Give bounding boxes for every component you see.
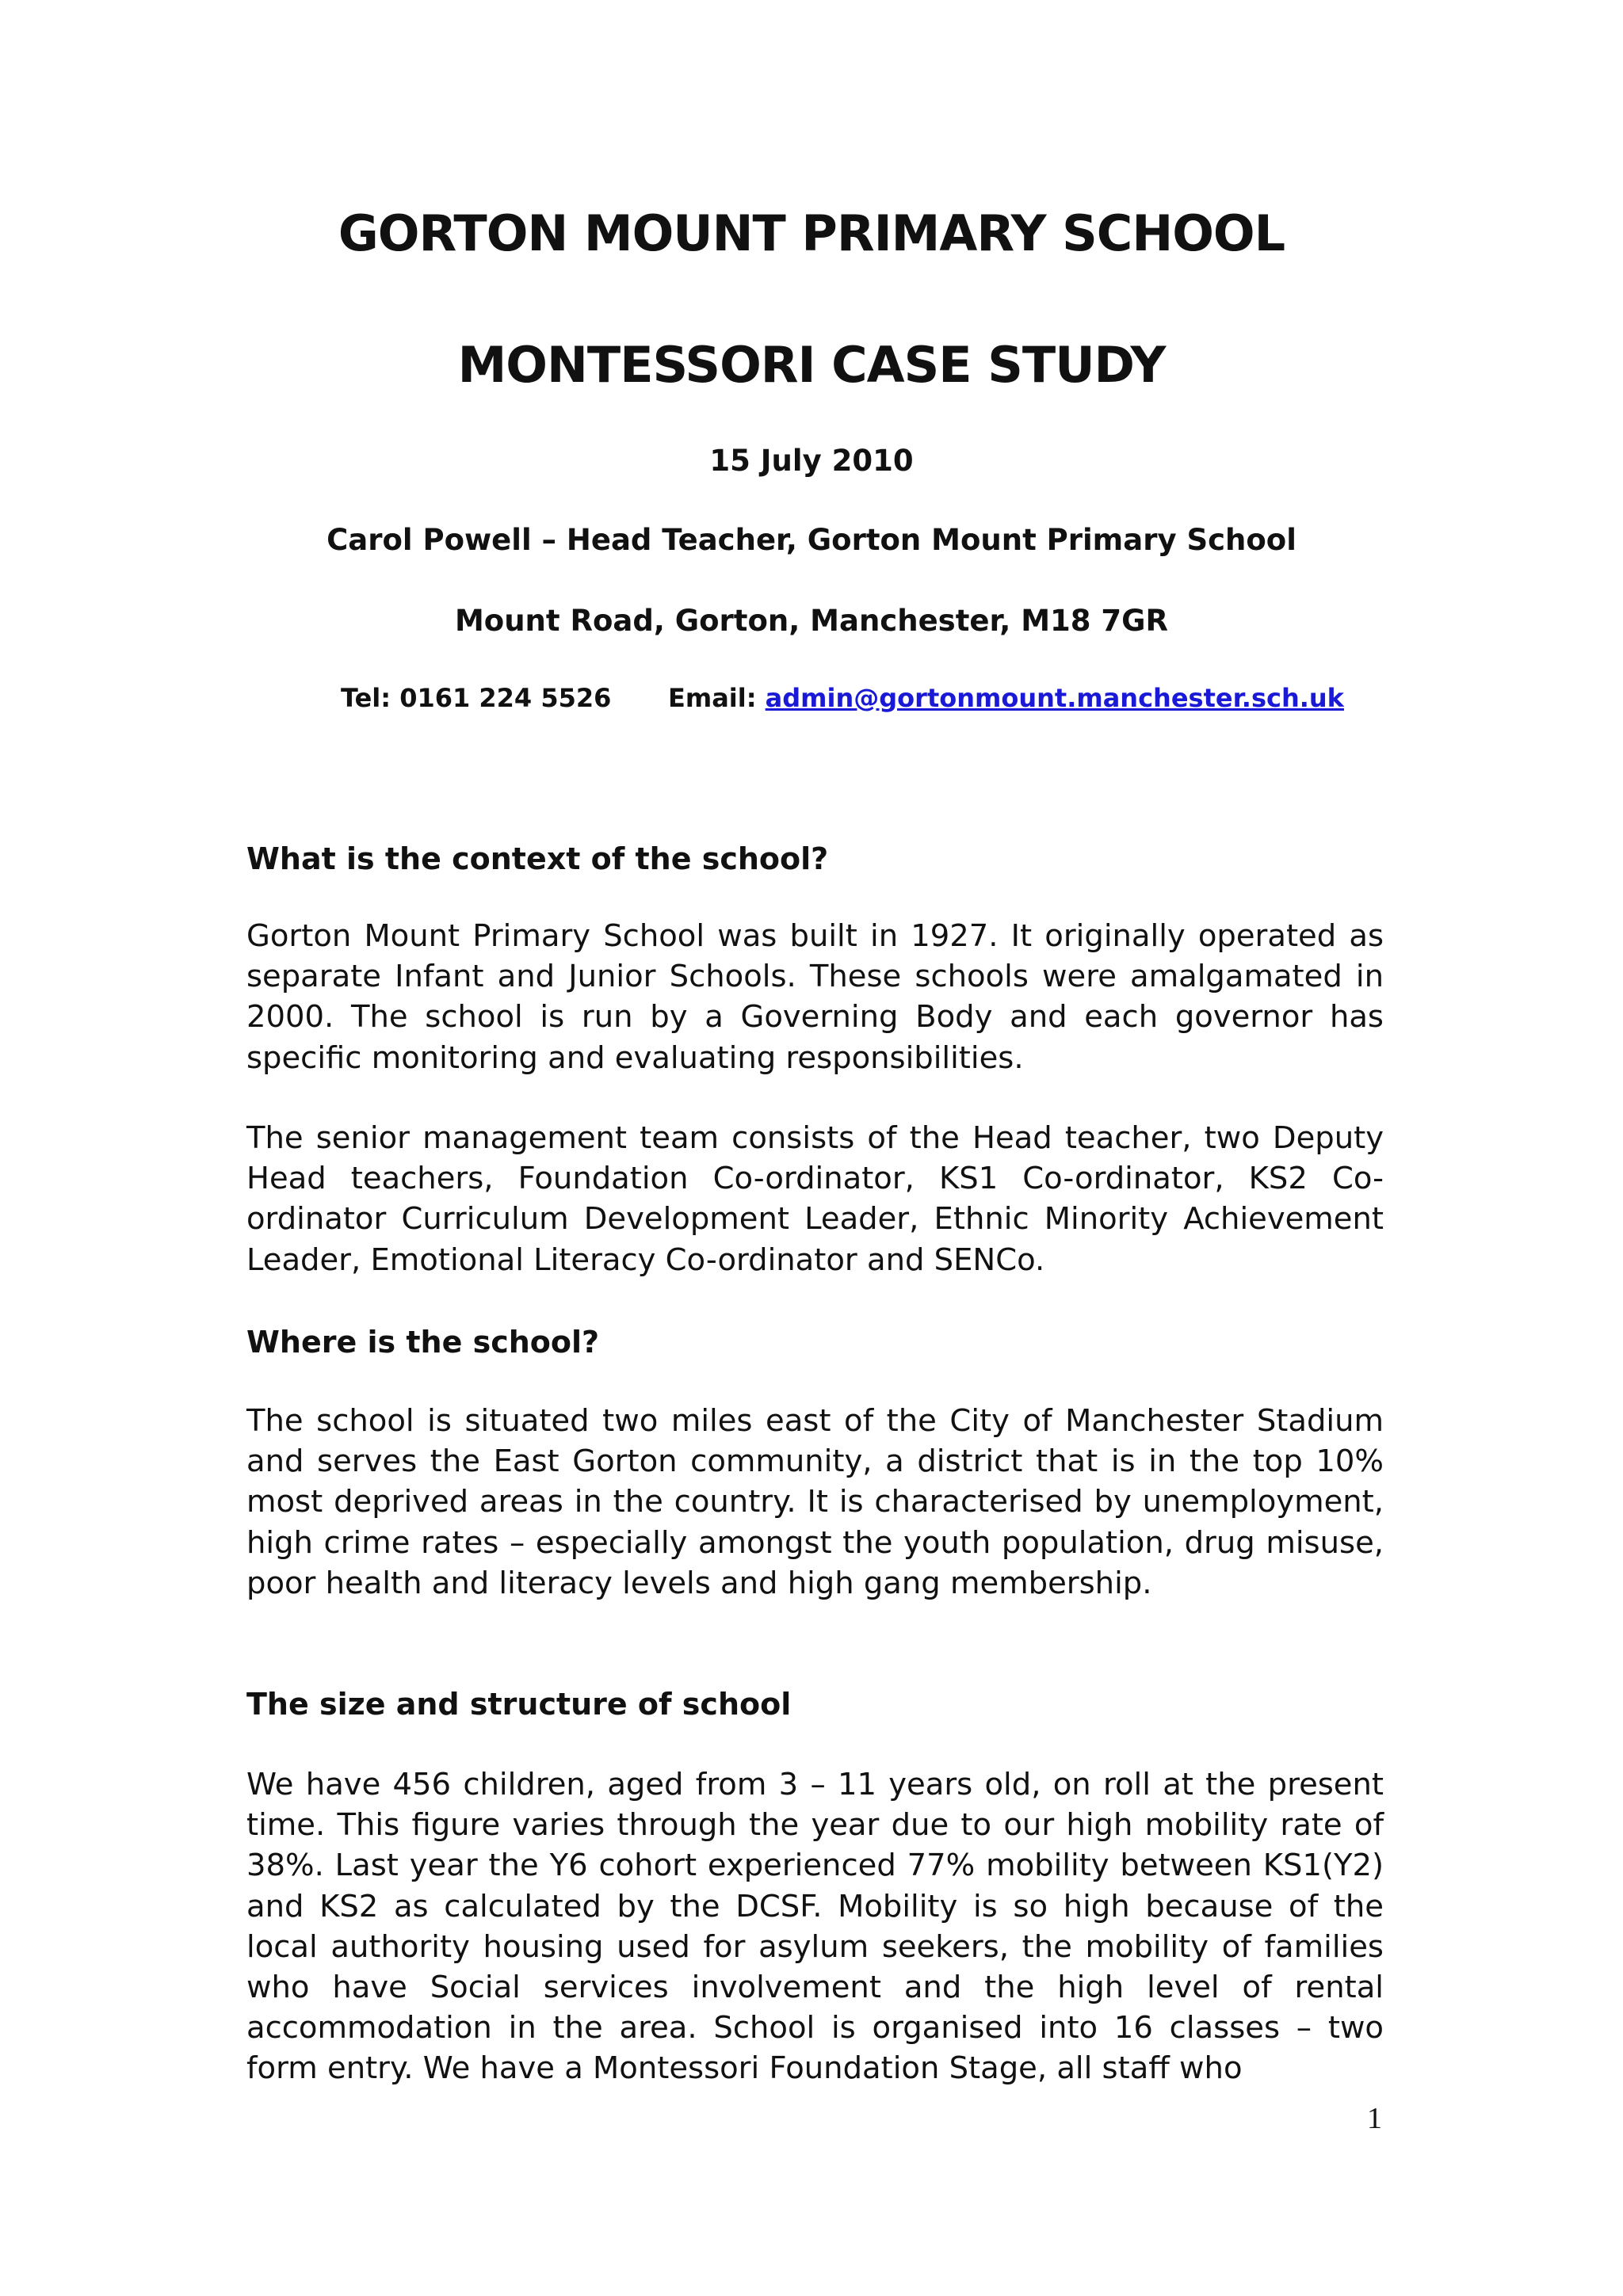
section-heading-location: Where is the school?	[246, 1325, 600, 1360]
paragraph-size-structure: We have 456 children, aged from 3 – 11 years old, on roll at the present time. This figure varies through the year due to our high mobility rate of 38%. Last year the Y6 cohort experienced 77% mobility between KS1(Y2) and KS2 as calculated by the DCSF. Mobility is so high because of the local authority housing used for asylum seekers, the mobility of families who have Social services involvement and the high level of rental accommodation in the area. School is organised into 16 classes – two form entry. We have a Montessori Foundation Stage, all staff who	[246, 1767, 1384, 2087]
page-number: 1	[1367, 2102, 1382, 2135]
section-heading-size-structure: The size and structure of school	[246, 1687, 792, 1722]
school-title: GORTON MOUNT PRIMARY SCHOOL	[338, 204, 1285, 262]
email-line	[668, 683, 1344, 713]
paragraph-context-history: Gorton Mount Primary School was built in 1927. It originally operated as separate Infant and Junior Schools. These schools were amalgamated in 2000. The school is run by a Governing Body and each governor has specific monitoring and evaluating responsibilities.	[246, 918, 1384, 1076]
paragraph-location: The school is situated two miles east of the City of Manchester Stadium and serves the East Gorton community, a district that is in the top 10% most deprived areas in the country. It is characterised by unemployment, high crime rates – especially amongst the youth population, drug misuse, poor health and literacy levels and high gang membership.	[246, 1403, 1384, 1601]
email-label: Email:	[668, 683, 757, 713]
case-study-title: MONTESSORI CASE STUDY	[457, 336, 1166, 394]
document-date: 15 July 2010	[709, 444, 914, 478]
email-link[interactable]: admin@gortonmount.manchester.sch.uk	[765, 683, 1344, 713]
author-line: Carol Powell – Head Teacher, Gorton Mount Primary School	[327, 523, 1296, 557]
section-heading-context: What is the context of the school?	[246, 841, 829, 876]
telephone: Tel: 0161 224 5526	[341, 683, 612, 713]
address-line: Mount Road, Gorton, Manchester, M18 7GR	[454, 604, 1169, 638]
paragraph-senior-management: The senior management team consists of the Head teacher, two Deputy Head teachers, Foundation Co-ordinator, KS1 Co-ordinator, KS2 Co-ordinator Curriculum Development Leader, Ethnic Minority Achievement Leader, Emotional Literacy Co-ordinator and SENCo.	[246, 1120, 1384, 1278]
